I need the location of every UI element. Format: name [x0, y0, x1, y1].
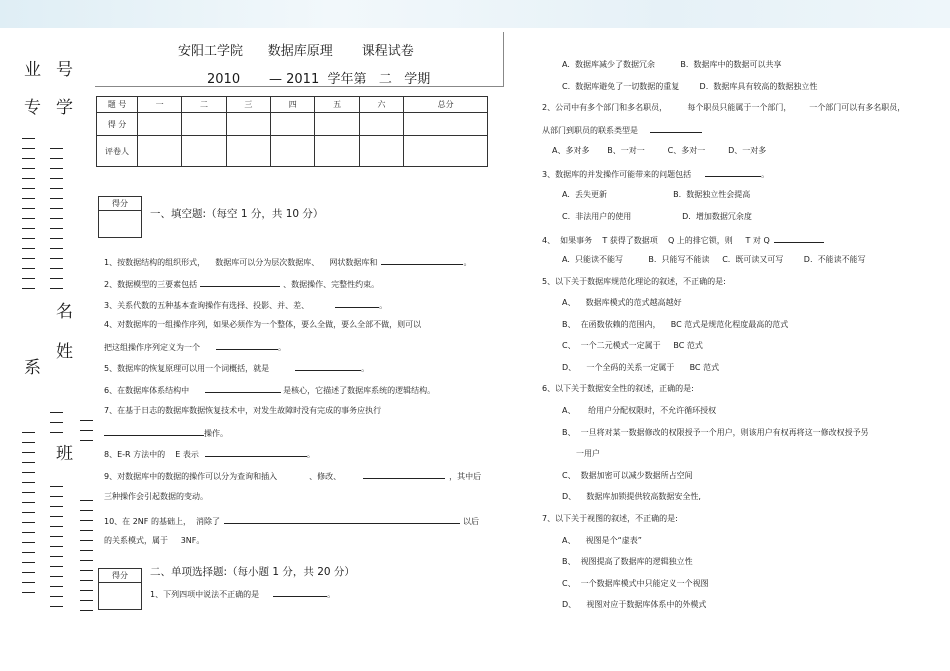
- binding-dash: [50, 486, 63, 487]
- fill-q10c: 的关系模式，属于 3NF。: [104, 536, 205, 545]
- fill-q4a: 4、对数据库的一组操作序列，如果必须作为一个整体，要么全做，要么全部不做，则可以: [104, 320, 422, 329]
- binding-dash: [50, 188, 63, 189]
- fill-q3: 3、关系代数的五种基本查询操作有选择、投影、并、差、 。: [104, 301, 388, 310]
- fill-q6: [104, 384, 435, 396]
- binding-dash: [80, 610, 93, 611]
- score-header-cell: 五: [315, 97, 359, 113]
- section1-score-box[interactable]: [98, 196, 142, 238]
- choice-q5-opt-b: B、 在函数依赖的范围内， BC 范式是规范化程度最高的范式: [562, 320, 789, 329]
- binding-dash: [50, 278, 63, 279]
- blank[interactable]: [273, 588, 327, 597]
- binding-dash: [50, 546, 63, 547]
- blank[interactable]: [205, 448, 307, 457]
- grader-cell[interactable]: [138, 136, 182, 167]
- score-cell[interactable]: [226, 113, 270, 136]
- binding-dash: [80, 590, 93, 591]
- binding-dash: [50, 412, 63, 413]
- fill-q9-text: 9、对数据库中的数据的操作可以分为查询和插入: [104, 472, 278, 481]
- fill-q9-text-b: 、修改、: [309, 472, 342, 481]
- choice-q5-opt-d: D、 一个全码的关系一定属于 BC 范式: [562, 363, 720, 372]
- binding-dash: [80, 430, 93, 431]
- section2-title: 二、单项选择题:（每小题 1 分，共 20 分）: [150, 566, 355, 578]
- score-header-cell: 总分: [404, 97, 488, 113]
- choice-q4-text: 4、 如果事务 T 获得了数据项 Q 上的排它锁，则 T 对 Q: [542, 236, 770, 245]
- score-header-cell: 题 号: [97, 97, 138, 113]
- binding-dash: [50, 158, 63, 159]
- choice-q1-opts-cd: C. 数据库避免了一切数据的重复 D. 数据库具有较高的数据独立性: [562, 82, 818, 91]
- binding-dash: [80, 420, 93, 421]
- fill-q6-text-b: 是核心，它描述了数据库系统的逻辑结构。: [283, 386, 436, 395]
- grader-cell[interactable]: [315, 136, 359, 167]
- grader-cell[interactable]: [182, 136, 226, 167]
- binding-dash: [50, 566, 63, 567]
- choice-q7-opt-a: A、 视图是个“虚表”: [562, 536, 642, 545]
- choice-q5: 5、以下关于数据库规范化理论的叙述，不正确的是:: [542, 277, 726, 286]
- binding-dash: [22, 288, 35, 289]
- binding-dash: [50, 606, 63, 607]
- binding-dash: [50, 556, 63, 557]
- side-label-id-1: 号: [56, 60, 73, 80]
- choice-q1-opts-ab: A. 数据库减少了数据冗余 B. 数据库中的数据可以共享: [562, 60, 782, 69]
- fill-q5-text: 5、数据库的恢复原理可以用一个词概括，就是: [104, 364, 270, 373]
- fill-q10: [104, 515, 479, 527]
- binding-dash: [50, 178, 63, 179]
- blank[interactable]: [335, 299, 379, 308]
- binding-dash: [22, 138, 35, 139]
- side-label-name-1: 名: [56, 302, 73, 322]
- choice-q4: [542, 234, 824, 246]
- binding-dash: [22, 502, 35, 503]
- binding-dash: [22, 258, 35, 259]
- blank[interactable]: [363, 470, 445, 479]
- binding-dash: [22, 492, 35, 493]
- fill-q8-text: 8、E-R 方法中的 E 表示: [104, 450, 199, 459]
- binding-dash: [22, 432, 35, 433]
- binding-dash: [80, 510, 93, 511]
- choice-q6-opt-b1: B、 一旦将对某一数据修改的权限授予一个用户，则该用户有权再将这一修改权授予另: [562, 428, 869, 437]
- blank[interactable]: [774, 234, 824, 243]
- score-header-cell: 三: [226, 97, 270, 113]
- score-box-label: 得分: [99, 197, 141, 211]
- top-banner: [0, 0, 950, 28]
- binding-dash: [22, 542, 35, 543]
- binding-dash: [22, 522, 35, 523]
- fill-q6-text: 6、在数据库体系结构中: [104, 386, 190, 395]
- binding-dash: [22, 208, 35, 209]
- choice-q7: 7、以下关于视图的叙述，不正确的是:: [542, 514, 678, 523]
- choice-q7-opt-d: D、 视图对应于数据库体系中的外模式: [562, 600, 707, 609]
- binding-dash: [22, 188, 35, 189]
- binding-dash: [22, 512, 35, 513]
- fill-q5: 5、数据库的恢复原理可以用一个词概括，就是 。: [104, 364, 370, 373]
- binding-dash: [50, 268, 63, 269]
- binding-dash: [50, 228, 63, 229]
- side-label-major-2: 专: [24, 98, 41, 118]
- choice-q1-text: 1、下列四项中说法不正确的是: [150, 590, 260, 599]
- exam-title: 安阳工学院 数据库原理 课程试卷: [178, 44, 414, 59]
- fill-q8: 8、E-R 方法中的 E 表示 。: [104, 450, 315, 459]
- choice-q4-opts: A. 只能读不能写 B. 只能写不能读 C. 既可读又可写 D. 不能读不能写: [562, 255, 866, 264]
- binding-dash: [50, 526, 63, 527]
- score-header-cell: 二: [182, 97, 226, 113]
- choice-q3-opts-cd: C. 非法用户的使用 D. 增加数据冗余度: [562, 212, 752, 221]
- side-label-major-1: 业: [24, 60, 41, 80]
- side-label-name-2: 姓: [56, 342, 73, 362]
- binding-dash: [50, 208, 63, 209]
- fill-q10-text-b: 以后: [463, 517, 480, 526]
- blank[interactable]: [216, 341, 278, 350]
- blank[interactable]: [205, 384, 281, 393]
- fill-q2: [104, 278, 379, 290]
- binding-dash: [22, 562, 35, 563]
- choice-q2b: [542, 124, 702, 136]
- binding-dash: [50, 422, 63, 423]
- choice-q5-opt-a: A、 数据库模式的范式越高越好: [562, 298, 682, 307]
- binding-dash: [22, 198, 35, 199]
- fill-q2-text-b: 、数据操作、完整性约束。: [283, 280, 380, 289]
- score-header-cell: 一: [138, 97, 182, 113]
- binding-dash: [22, 178, 35, 179]
- binding-dash: [80, 500, 93, 501]
- choice-q7-opt-b: B、 视图提高了数据库的逻辑独立性: [562, 557, 693, 566]
- blank[interactable]: [295, 362, 361, 371]
- binding-dash: [50, 288, 63, 289]
- binding-dash: [50, 218, 63, 219]
- grader-cell[interactable]: [271, 136, 315, 167]
- binding-dash: [22, 572, 35, 573]
- fill-q4b: 把这组操作序列定义为一个 。: [104, 343, 286, 352]
- fill-q2-text: 2、数据模型的三要素包括: [104, 280, 198, 289]
- binding-dash: [22, 532, 35, 533]
- binding-dash: [80, 570, 93, 571]
- score-row-label: 得 分: [97, 113, 138, 136]
- binding-dash: [50, 506, 63, 507]
- side-label-class: 班: [56, 444, 73, 464]
- fill-q7b: [104, 427, 228, 439]
- binding-dash: [22, 592, 35, 593]
- binding-dash: [22, 158, 35, 159]
- side-label-dept: 系: [24, 358, 41, 378]
- binding-dash: [80, 560, 93, 561]
- binding-dash: [22, 228, 35, 229]
- score-header-cell: 六: [359, 97, 403, 113]
- fill-q1-text: 1、按数据结构的组织形式， 数据库可以分为层次数据库、 网状数据库和: [104, 258, 378, 267]
- grader-row: [97, 136, 488, 167]
- score-box-label: 得分: [99, 569, 141, 583]
- binding-dash: [22, 148, 35, 149]
- choice-q1: 1、下列四项中说法不正确的是 。: [150, 590, 336, 599]
- fill-q9d: 三种操作会引起数据的变动。: [104, 492, 208, 501]
- score-table: [96, 96, 488, 167]
- section1-title: 一、填空题:（每空 1 分，共 10 分）: [150, 208, 324, 220]
- grader-cell[interactable]: [404, 136, 488, 167]
- choice-q6-opt-a: A、 给用户分配权限时，不允许循环授权: [562, 406, 717, 415]
- fill-q1: 1、按数据结构的组织形式， 数据库可以分为层次数据库、 网状数据库和 。: [104, 258, 472, 267]
- binding-dash: [22, 472, 35, 473]
- grader-cell[interactable]: [359, 136, 403, 167]
- blank[interactable]: [224, 515, 460, 524]
- score-header-cell: 四: [271, 97, 315, 113]
- choice-q7-opt-c: C、 一个数据库模式中只能定义一个视图: [562, 579, 709, 588]
- score-cell[interactable]: [138, 113, 182, 136]
- binding-dash: [22, 218, 35, 219]
- binding-dash: [80, 530, 93, 531]
- binding-dash: [50, 168, 63, 169]
- side-label-id-2: 学: [56, 98, 73, 118]
- binding-dash: [50, 432, 63, 433]
- binding-dash: [50, 586, 63, 587]
- fill-q7a: 7、在基于日志的数据库数据恢复技术中，对发生故障时没有完成的事务应执行: [104, 406, 382, 415]
- blank[interactable]: [104, 427, 204, 436]
- binding-dash: [22, 442, 35, 443]
- choice-q6-opt-b2: 一用户: [576, 449, 600, 458]
- binding-dash: [50, 596, 63, 597]
- choice-q2-opts: A、多对多 B、一对一 C、多对一 D、一对多: [552, 146, 767, 155]
- score-cell[interactable]: [271, 113, 315, 136]
- binding-dash: [22, 278, 35, 279]
- score-table-header-row: [97, 97, 488, 113]
- fill-q3-text: 3、关系代数的五种基本查询操作有选择、投影、并、差、: [104, 301, 310, 310]
- binding-dash: [22, 582, 35, 583]
- choice-q6-opt-c: C、 数据加密可以减少数据所占空间: [562, 471, 693, 480]
- binding-dash: [22, 552, 35, 553]
- binding-dash: [80, 520, 93, 521]
- choice-q6: 6、以下关于数据安全性的叙述，正确的是:: [542, 384, 694, 393]
- binding-dash: [80, 580, 93, 581]
- binding-dash: [22, 452, 35, 453]
- choice-q2a: 2、公司中有多个部门和多名职员， 每个职员只能属于一个部门， 一个部门可以有多名职员，: [542, 103, 906, 112]
- choice-q3: 3、数据库的并发操作可能带来的问题包括 。: [542, 170, 770, 179]
- binding-dash: [50, 148, 63, 149]
- blank[interactable]: [650, 124, 702, 133]
- binding-dash: [50, 258, 63, 259]
- binding-dash: [80, 440, 93, 441]
- binding-dash: [22, 482, 35, 483]
- binding-dash: [50, 576, 63, 577]
- choice-q2-text: 从部门到职员的联系类型是: [542, 126, 638, 135]
- score-cell[interactable]: [404, 113, 488, 136]
- blank[interactable]: [705, 168, 761, 177]
- binding-dash: [80, 540, 93, 541]
- binding-dash: [22, 238, 35, 239]
- grader-cell[interactable]: [226, 136, 270, 167]
- binding-dash: [50, 238, 63, 239]
- section2-score-box[interactable]: [98, 568, 142, 610]
- choice-q5-opt-c: C、 一个二元模式一定属于 BC 范式: [562, 341, 703, 350]
- fill-q7-text: 操作。: [204, 429, 228, 438]
- binding-dash: [80, 550, 93, 551]
- fill-q4-text: 把这组操作序列定义为一个: [104, 343, 200, 352]
- score-cell[interactable]: [359, 113, 403, 136]
- binding-dash: [50, 198, 63, 199]
- score-row: [97, 113, 488, 136]
- blank[interactable]: [200, 278, 280, 287]
- score-cell[interactable]: [182, 113, 226, 136]
- binding-dash: [22, 248, 35, 249]
- binding-dash: [22, 268, 35, 269]
- fill-q9: [104, 470, 481, 482]
- exam-term: 2010 — 2011 学年第 二 学期: [207, 72, 431, 87]
- binding-dash: [50, 516, 63, 517]
- fill-q10-text: 10、在 2NF 的基础上， 消除了: [104, 517, 221, 526]
- choice-q3-opts-ab: A. 丢失更新 B. 数据独立性会提高: [562, 190, 751, 199]
- binding-dash: [50, 496, 63, 497]
- binding-dash: [50, 248, 63, 249]
- binding-dash: [22, 168, 35, 169]
- binding-dash: [22, 462, 35, 463]
- choice-q6-opt-d: D、 数据库加锁提供较高数据安全性,: [562, 492, 701, 501]
- blank[interactable]: [381, 256, 463, 265]
- grader-row-label: 评卷人: [97, 136, 138, 167]
- binding-dash: [80, 600, 93, 601]
- choice-q3-text: 3、数据库的并发操作可能带来的问题包括: [542, 170, 692, 179]
- score-cell[interactable]: [315, 113, 359, 136]
- binding-dash: [50, 536, 63, 537]
- fill-q9-text-c: ，其中后: [449, 472, 482, 481]
